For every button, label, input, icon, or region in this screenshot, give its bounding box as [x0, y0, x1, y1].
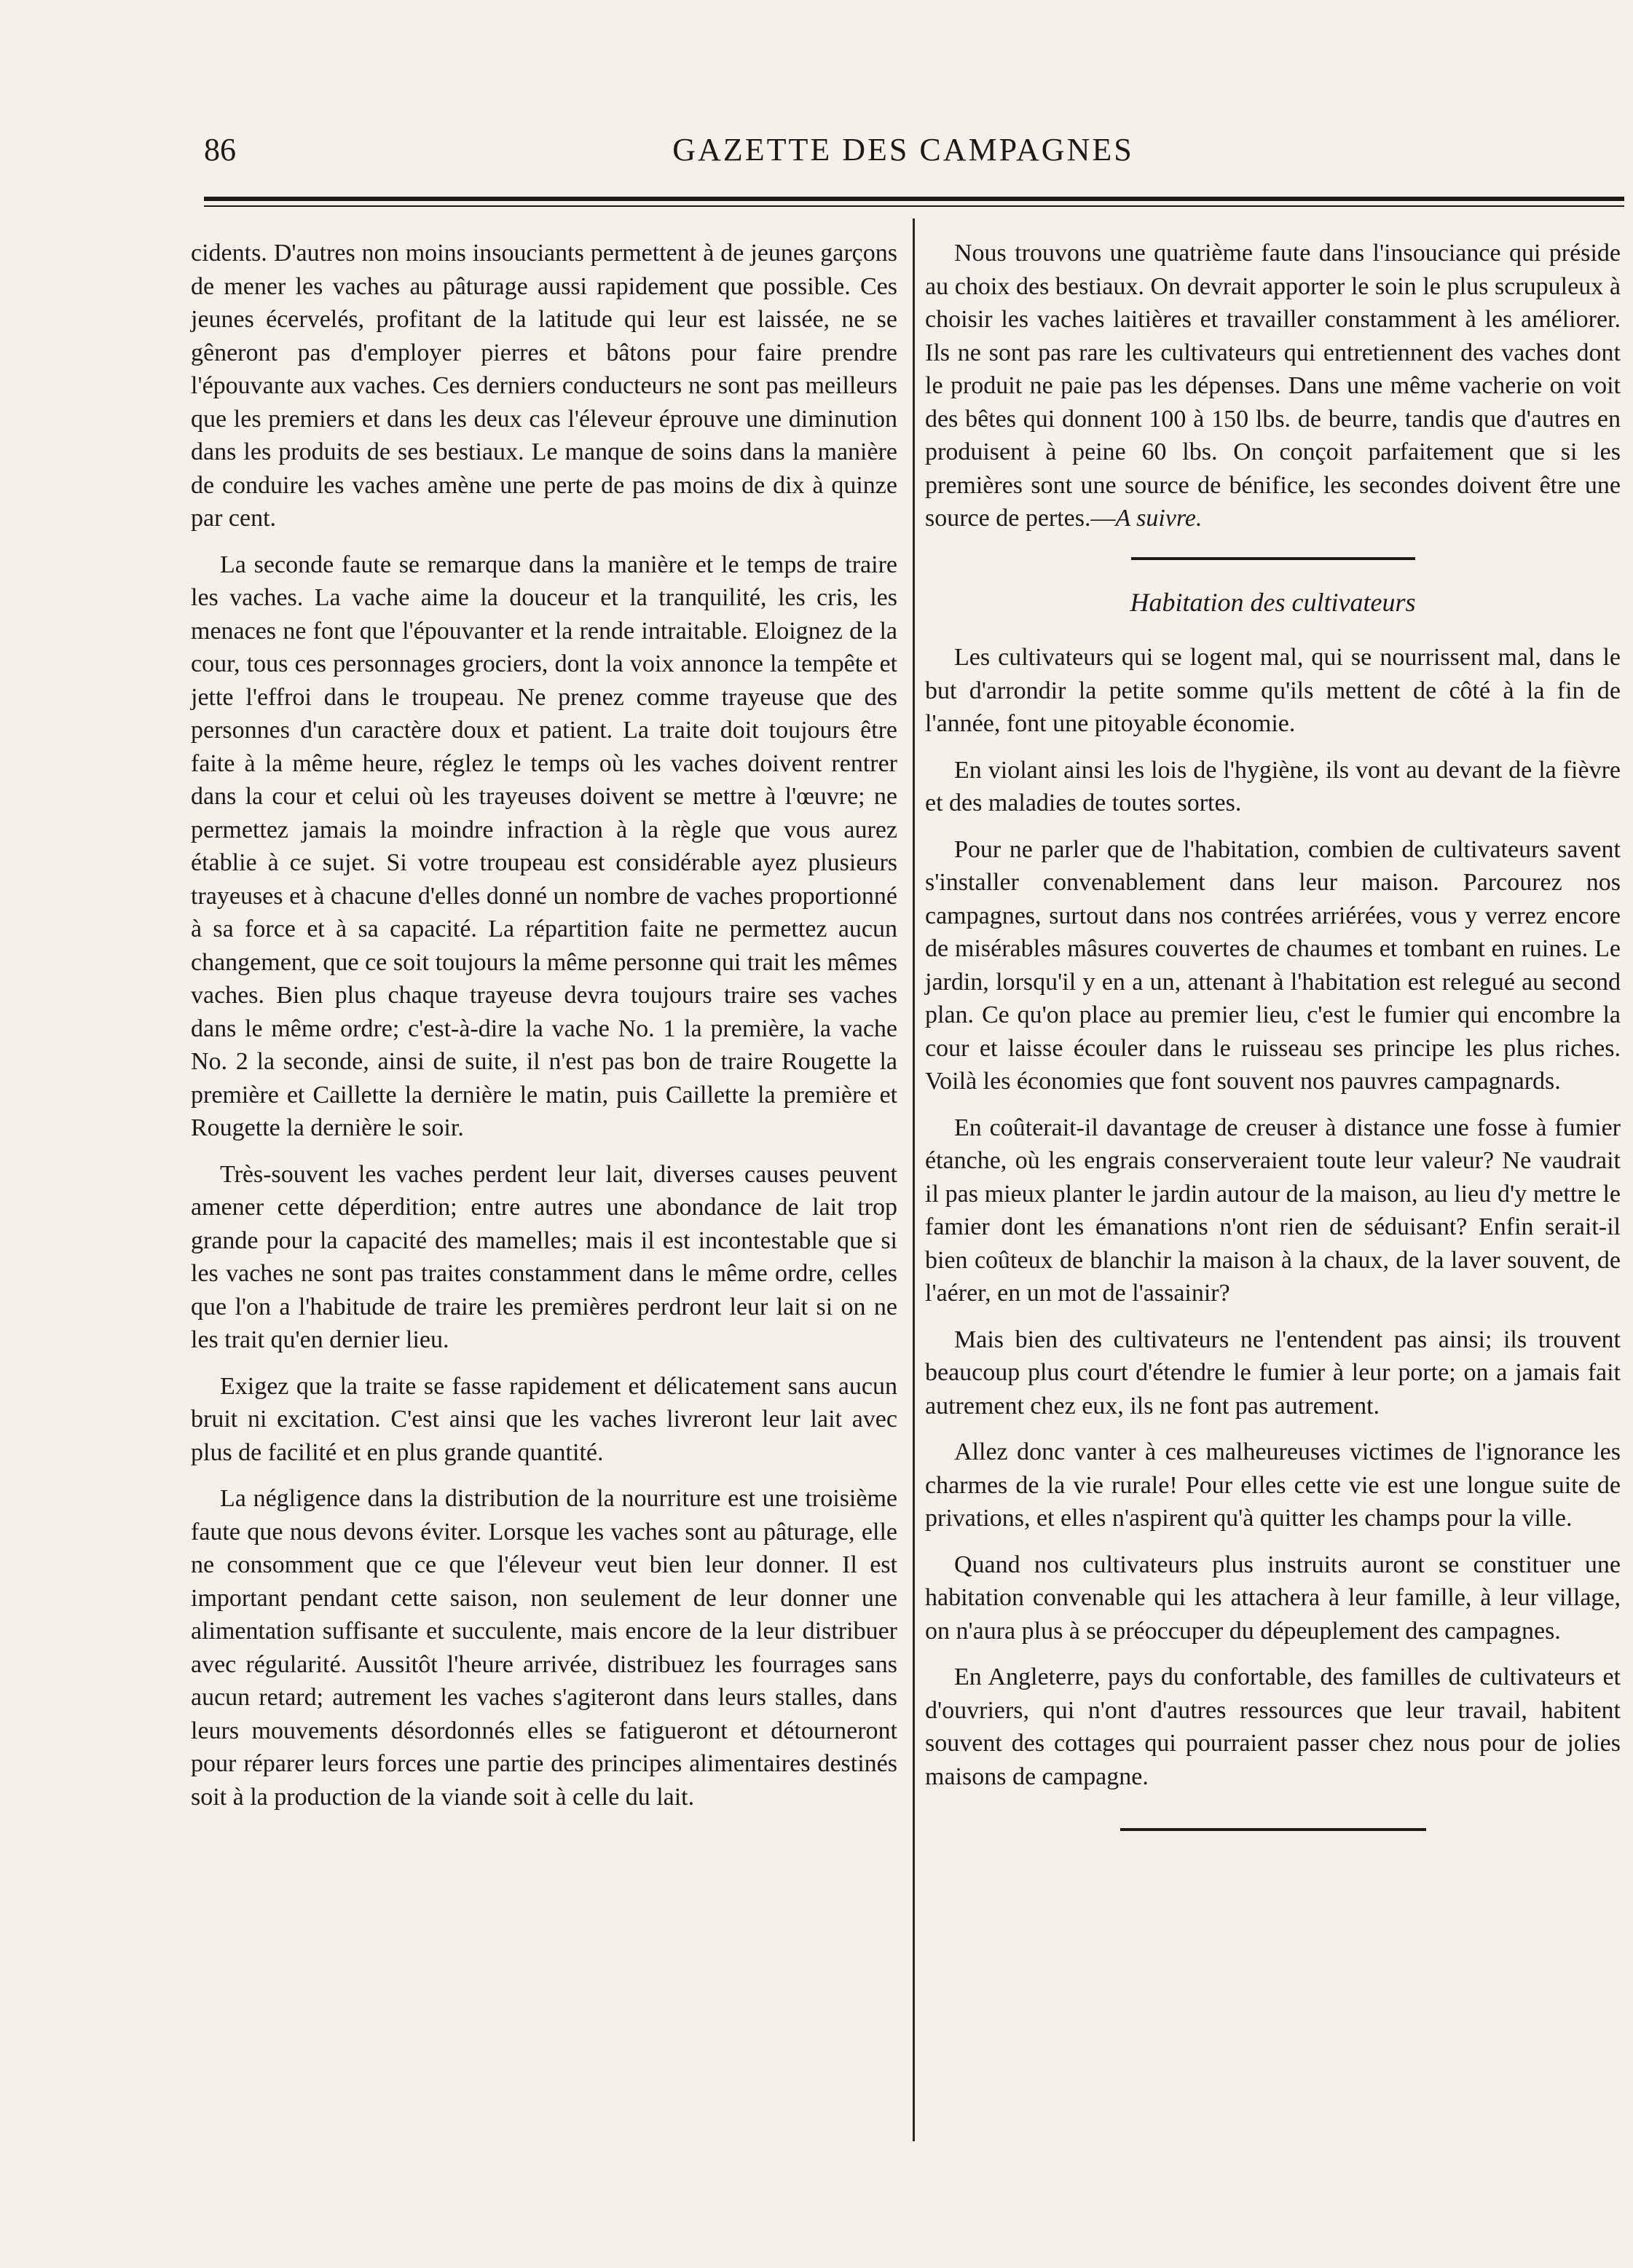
- paragraph: Pour ne parler que de l'habitation, combien de cultivateurs savent s'installer convenablement dans leur maison. Parcourez nos campagnes, surtout dans nos contrées arriérées, vous y verrez encore de misérables mâsures couvertes de chaumes et tombant en ruines. Le jardin, lorsqu'il y en a un, attenant à l'habitation est relegué au second plan. Ce qu'on place au premier lieu, c'est le fumier qui encombre la cour et laisse écouler dans le ruisseau ses principe les plus riches. Voilà les économies que font souvent nos pauvres campagnards.: [925, 835, 1621, 1095]
- header-rule: [204, 197, 1624, 201]
- publication-title: GAZETTE DES CAMPAGNES: [672, 132, 1134, 168]
- header-rule-thin: [204, 205, 1624, 207]
- paragraph: En Angleterre, pays du confortable, des familles de cultivateurs et d'ouvriers, qui n'ont d'autres ressources que leur travail, habitent souvent des cottages qui pourraient passer chez nous pour de jolies maisons de campagne.: [925, 1663, 1621, 1790]
- paragraph: Exigez que la traite se fasse rapidement et délicatement sans aucun bruit ni excitation. C'est ainsi que les vaches livreront leur lait avec plus de facilité et en plus grande quantité.: [191, 1372, 897, 1466]
- section-separator: [1131, 557, 1415, 560]
- paragraph: Allez donc vanter à ces malheureuses victimes de l'ignorance les charmes de la vie rurale! Pour elles cette vie est une longue suite de privations, et elles n'aspirent qu'à quitter les champs pour la ville.: [925, 1438, 1621, 1532]
- page-number: 86: [204, 132, 236, 168]
- paragraph: Mais bien des cultivateurs ne l'entendent pas ainsi; ils trouvent beaucoup plus court d'étendre le fumier à leur porte; on a jamais fait autrement chez eux, ils ne font pas autrement.: [925, 1326, 1621, 1420]
- page-header: [204, 131, 1602, 175]
- left-column: [191, 237, 897, 1827]
- end-separator: [1120, 1828, 1426, 1831]
- paragraph: Quand nos cultivateurs plus instruits auront se constituer une habitation convenable qui les attachera à leur famille, à leur village, on n'aura plus à se préoccuper du dépeuplement des campagnes.: [925, 1551, 1621, 1645]
- paragraph: En violant ainsi les lois de l'hygiène, ils vont au devant de la fièvre et des maladies de toutes sortes.: [925, 756, 1621, 816]
- right-column: [925, 237, 1621, 1857]
- paragraph: La seconde faute se remarque dans la manière et le temps de traire les vaches. La vache aime la douceur et la tranquilité, les cris, les menaces ne font que l'épouvanter et la rende intraitable. Eloignez de la cour, tous ces personnages grociers, dont la voix annonce la tempête et jette l'effroi dans le troupeau. Ne prenez comme trayeuse que des personnes d'un caractère doux et patient. La traite doit toujours être faite à la même heure, réglez le temps où les vaches doivent rentrer dans la cour et celui où les trayeuses doivent se mettre à l'œuvre; ne permettez jamais la moindre infraction à la règle que vous aurez établie à ce sujet. Si votre troupeau est considérable ayez plusieurs trayeuses et à chacune d'elles donné un nombre de vaches proportionné à sa force et à sa capacité. La répartition faite ne permettez aucun changement, que ce soit toujours la même personne qui trait les mêmes vaches. Bien plus chaque trayeuse devra toujours traire ses vaches dans le même ordre; c'est-à-dire la vache No. 1 la première, la vache No. 2 la seconde, ainsi de suite, il n'est pas bon de traire Rougette la première et Caillette la dernière le matin, puis Caillette la première et Rougette la dernière le soir.: [191, 551, 897, 1141]
- column-divider: [913, 218, 915, 2141]
- paragraph: Les cultivateurs qui se logent mal, qui se nourrissent mal, dans le but d'arrondir la petite somme qu'ils mettent de côté à la fin de l'année, font une pitoyable économie.: [925, 644, 1621, 737]
- paragraph: Très-souvent les vaches perdent leur lait, diverses causes peuvent amener cette déperdition; entre autres une abondance de lait trop grande pour la capacité des mamelles; mais il est incontestable que si les vaches ne sont pas traites constamment dans le même ordre, celles que l'on a l'habitude de traire les premières perdront leur lait si on ne les trait qu'en dernier lieu.: [191, 1160, 897, 1353]
- section-title: Habitation des cultivateurs: [1130, 587, 1416, 617]
- to-follow-note: A suivre.: [1115, 505, 1203, 532]
- paragraph: [925, 237, 1621, 535]
- paragraph: cidents. D'autres non moins insouciants permettent à de jeunes garçons de mener les vaches au pâturage aussi rapidement que possible. Ces jeunes écervelés, profitant de la latitude qui leur est laissée, ne se gêneront pas d'employer pierres et bâtons pour faire prendre l'épouvante aux vaches. Ces derniers conducteurs ne sont pas meilleurs que les premiers et dans les deux cas l'éleveur éprouve une diminution dans les produits de ses bestiaux. Le manque de soins dans la manière de conduire les vaches amène une perte de pas moins de dix à quinze par cent.: [191, 240, 897, 532]
- intro-text: Nous trouvons une quatrième faute dans l'insouciance qui préside au choix des bestiaux. On devrait apporter le soin le plus scrupuleux à choisir les vaches laitières et travailler constamment à les améliorer. Ils ne sont pas rare les cultivateurs qui entretiennent des vaches dont le produit ne paie pas les dépenses. Dans une même vacherie on voit des bêtes qui donnent 100 à 150 lbs. de beurre, tandis que d'autres en produisent à peine 60 lbs. On conçoit parfaitement que si les premières sont une source de bénifice, les secondes doivent être une source de pertes.—: [925, 240, 1621, 532]
- paragraph: La négligence dans la distribution de la nourriture est une troisième faute que nous devons éviter. Lorsque les vaches sont au pâturage, elle ne consomment que ce que l'éleveur veut bien leur donner. Il est important pendant cette saison, non seulement de leur donner une alimentation suffisante et succulente, mais encore de la leur distribuer avec régularité. Aussitôt l'heure arrivée, distribuez les fourrages sans aucun retard; autrement les vaches s'agiteront dans leurs stalles, dans leurs mouvements désordonnés elles se fatigueront et détourneront pour réparer leurs forces une partie des principes alimentaires destinés soit à la production de la viande soit à celle du lait.: [191, 1485, 897, 1811]
- paragraph: En coûterait-il davantage de creuser à distance une fosse à fumier étanche, où les engrais conserveraient toute leur valeur? Ne vaudrait il pas mieux planter le jardin autour de la maison, au lieu d'y mettre le famier dont les émanations n'ont rien de séduisant? Enfin serait-il bien coûteux de blanchir la maison à la chaux, de la laver souvent, de l'aérer, en un mot de l'assainir?: [925, 1114, 1621, 1307]
